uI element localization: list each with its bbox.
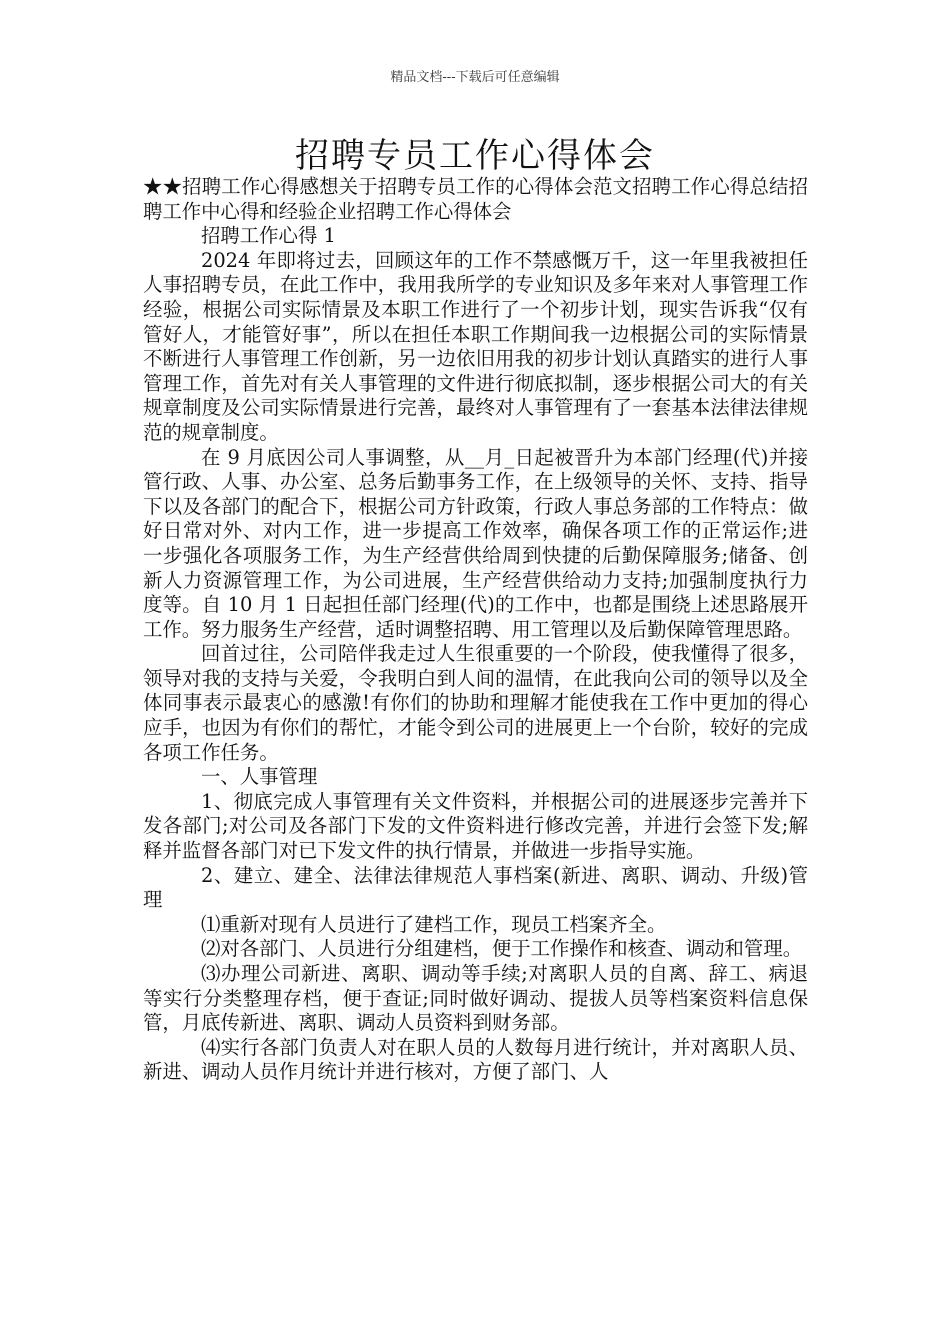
intro-paragraph: ★★招聘工作心得感想关于招聘专员工作的心得体会范文招聘工作心得总结招聘工作中心得和经验企业招聘工作心得体会: [143, 175, 808, 223]
body-paragraph: 在 9 月底因公司人事调整，从__月_日起被晋升为本部门经理(代)并接管行政、人事、办公室、总务后勤事务工作，在上级领导的关怀、支持、指导下以及各部门的配合下，根据公司方针政策，行政人事总务部的工作特点：做好日常对外、对内工作，进一步提高工作效率，确保各项工作的正常运作;进一步强化各项服务工作，为生产经营供给周到快捷的后勤保障服务;储备、创新人力资源管理工作，为公司进展，生产经营供给动力支持;加强制度执行力度等。自 10 月 1 日起担任部门经理(代)的工作中，也都是围绕上述思路展开工作。努力服务生产经营，适时调整招聘、用工管理以及后勤保障管理思路。: [143, 445, 808, 641]
sub-list-item: ⑷实行各部门负责人对在职人员的人数每月进行统计，并对离职人员、新进、调动人员作月统计并进行核对，方便了部门、人: [143, 1035, 808, 1084]
list-item: 2、建立、建全、法律法律规范人事档案(新进、离职、调动、升级)管理: [143, 863, 808, 912]
section-heading: 一、人事管理: [201, 765, 318, 789]
list-item: 1、彻底完成人事管理有关文件资料，并根据公司的进展逐步完善并下发各部门;对公司及各部门下发的文件资料进行修改完善，并进行会签下发;解释并监督各部门对已下发文件的执行情景，并做进一步指导实施。: [143, 789, 808, 863]
document-title: 招聘专员工作心得体会: [295, 136, 655, 176]
section-subtitle: 招聘工作心得 1: [201, 224, 336, 248]
sub-list-item: ⑶办理公司新进、离职、调动等手续;对离职人员的自离、辞工、病退等实行分类整理存档，便于查证;同时做好调动、提拔人员等档案资料信息保管，月底传新进、离职、调动人员资料到财务部。: [143, 962, 808, 1035]
body-paragraph: 回首过往，公司陪伴我走过人生很重要的一个阶段，使我懂得了很多，领导对我的支持与关爱，令我明白到人间的温情，在此我向公司的领导以及全体同事表示最衷心的感激!有你们的协助和理解才能使我在工作中更加的得心应手，也因为有你们的帮忙，才能令到公司的进展更上一个台阶，较好的完成各项工作任务。: [143, 642, 808, 764]
sub-list-item: ⑴重新对现有人员进行了建档工作，现员工档案齐全。: [201, 912, 667, 936]
body-paragraph: 2024 年即将过去，回顾这年的工作不禁感慨万千，这一年里我被担任人事招聘专员，在此工作中，我用我所学的专业知识及多年来对人事管理工作经验，根据公司实际情景及本职工作进行了一个初步计划，现实告诉我“仅有管好人，才能管好事”，所以在担任本职工作期间我一边根据公司的实际情景不断进行人事管理工作创新，另一边依旧用我的初步计划认真踏实的进行人事管理工作，首先对有关人事管理的文件进行彻底拟制，逐步根据公司大的有关规章制度及公司实际情景进行完善，最终对人事管理有了一套基本法律法律规范的规章制度。: [143, 248, 808, 444]
document-body: [143, 175, 808, 1085]
sub-list-item: ⑵对各部门、人员进行分组建档，便于工作操作和核查、调动和管理。: [201, 937, 803, 961]
page-header-note: 精品文档---下载后可任意编辑: [390, 70, 560, 85]
